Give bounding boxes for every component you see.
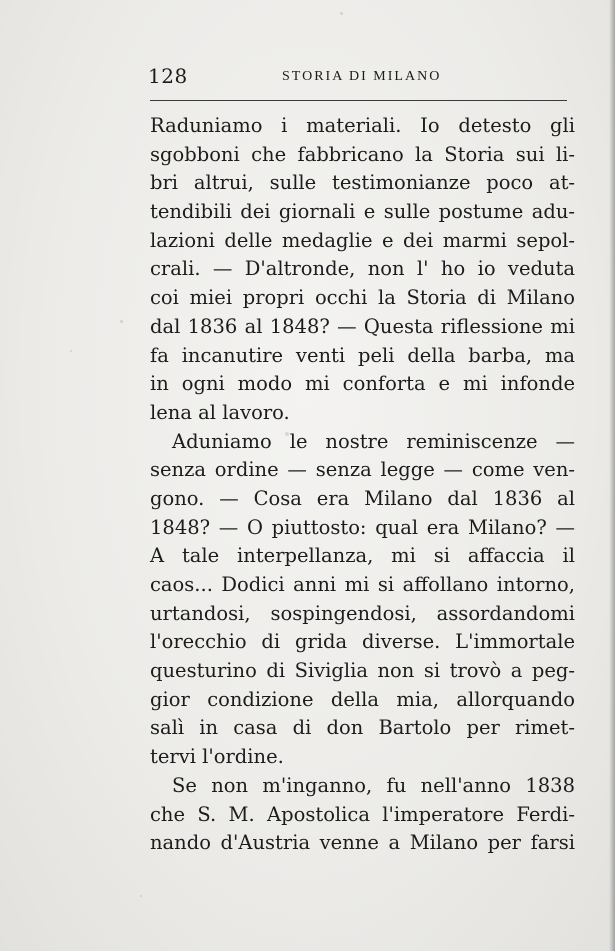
text-line: fa incanutire venti peli della barba, ma [150,343,575,367]
text-line: tervi l'ordine. [150,745,284,769]
text-line: l'orecchio di grida diverse. L'immortale [150,630,575,654]
text-line: gior condizione della mia, allorquando [150,687,575,711]
text-line: che S. M. Apostolica l'imperatore Ferdi- [150,802,575,826]
body-text [150,112,575,858]
text-line: salì in casa di don Bartolo per rimet- [150,716,575,740]
paper-speck [140,895,142,897]
text-line: Se non m'inganno, fu nell'anno 1838 [172,773,575,797]
paper-speck [70,350,72,352]
text-line: tendibili dei giornali e sulle postume adu- [150,200,575,224]
text-line: senza ordine — senza legge — come ven- [150,458,575,482]
text-line: coi miei propri occhi la Storia di Milano [150,286,575,310]
text-line: lazioni delle medaglie e dei marmi sepol- [150,228,575,252]
text-line: sgobboni che fabbricano la Storia sui li- [150,142,575,166]
text-line: urtandosi, sospingendosi, assordandomi [150,601,575,625]
paper-speck [340,12,343,15]
paragraph-1 [150,112,575,428]
header-rule [150,100,567,101]
text-line: gono. — Cosa era Milano dal 1836 al [150,486,575,510]
page-number: 128 [148,64,188,88]
text-line: questurino di Siviglia non si trovò a peg- [150,659,575,683]
text-line: caos... Dodici anni mi si affollano intorno, [150,573,575,596]
text-line: Raduniamo i materiali. Io detesto gli [150,114,575,137]
text-line: lena al lavoro. [150,400,290,424]
text-line: crali. — D'altronde, non l' ho io veduta [150,257,575,281]
text-line: in ogni modo mi conforta e mi infonde [150,372,575,396]
text-line: 1848? — O piuttosto: qual era Milano? — [150,515,575,539]
running-title: STORIA DI MILANO [282,69,442,84]
paper-speck [120,320,123,323]
text-line: bri altrui, sulle testimonianze poco at- [150,171,575,195]
page-edge-shadow [609,0,615,951]
paragraph-2 [150,428,575,772]
paragraph-3 [150,772,575,858]
text-line: A tale interpellanza, mi si affaccia il [150,544,575,568]
text-line: dal 1836 al 1848? — Questa riflessione mi [150,314,575,338]
text-line: Aduniamo le nostre reminiscenze — [172,429,575,453]
text-line: nando d'Austria venne a Milano per farsi [150,831,575,855]
page-header [148,62,568,92]
